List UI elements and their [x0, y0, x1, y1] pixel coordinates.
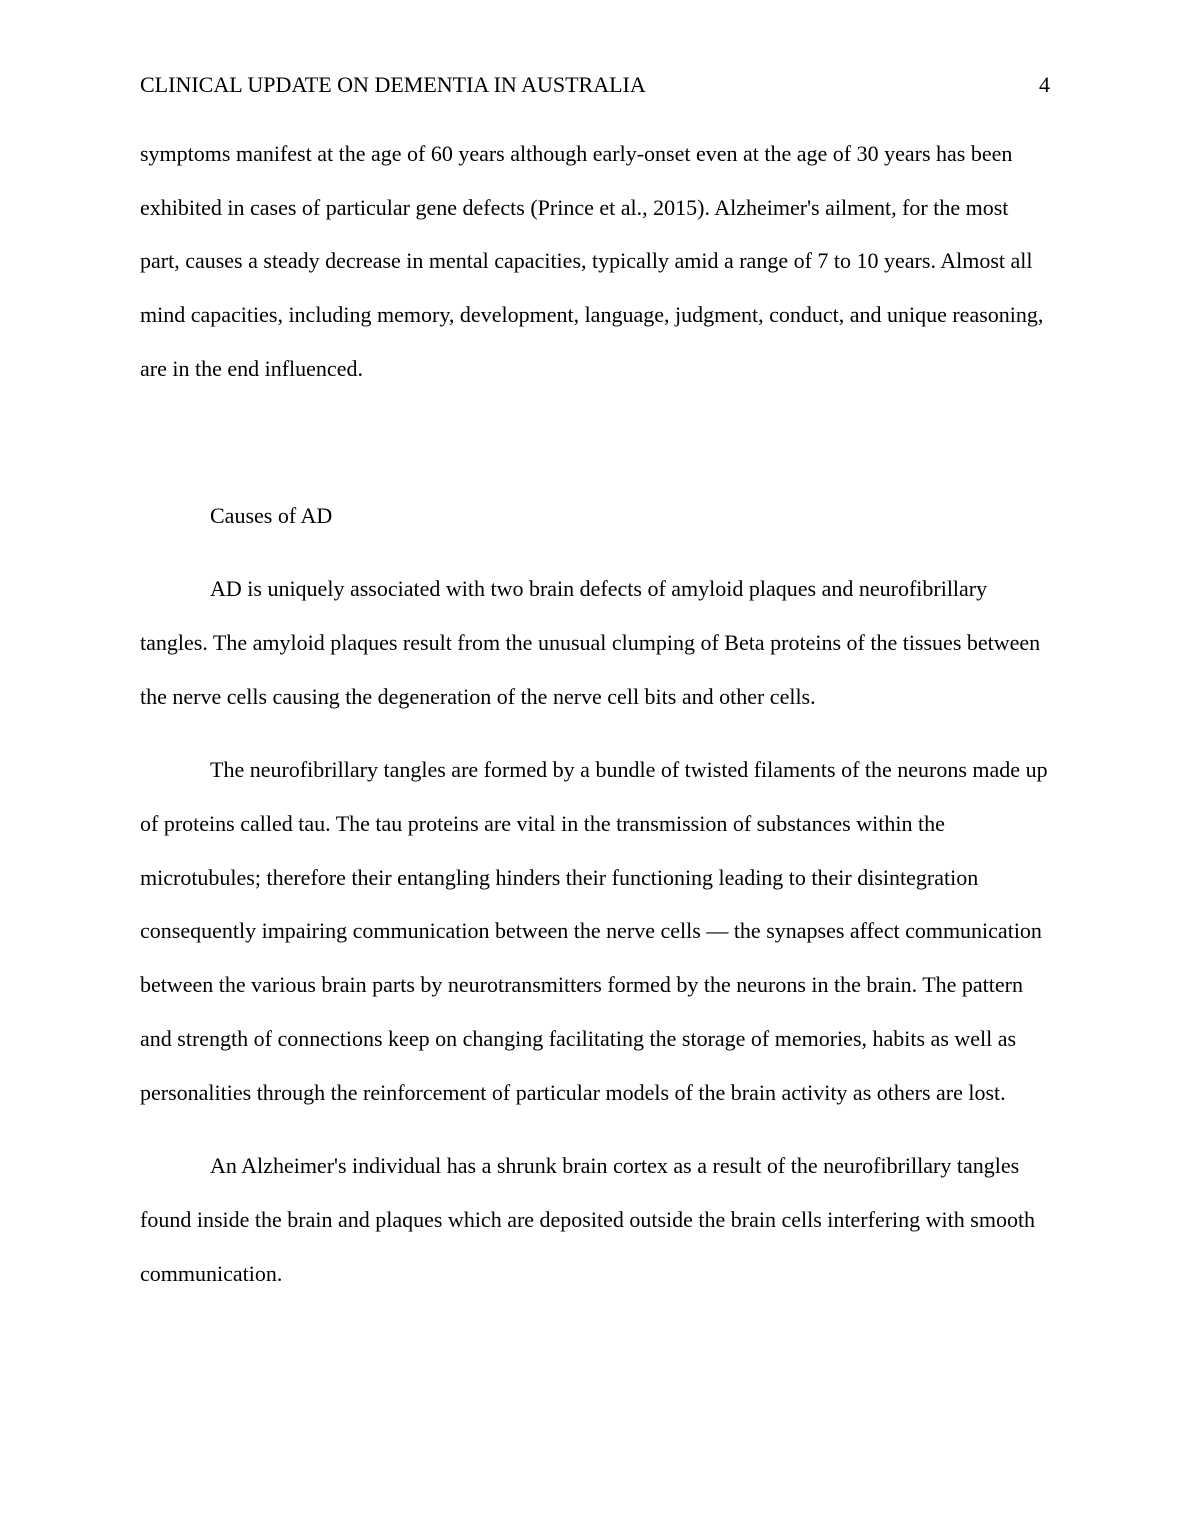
continued-paragraph: symptoms manifest at the age of 60 years although early-onset even at the age of 30 years has been exhibited in cases of particular gene defects (Prince et al., 2015). Alzheimer's ailment, for the most part, causes a steady decrease in mental capacities, typically amid a range of 7 to 10 years. Almost all mind capacities, including memory, development, language, judgment, conduct, and unique reasoning, are in the end influenced.	[140, 141, 1044, 381]
paragraph: An Alzheimer's individual has a shrunk brain cortex as a result of the neurofibrillary tangles found inside the brain and plaques which are deposited outside the brain cells interfering with smooth communication.	[140, 1153, 1036, 1286]
paragraph-spacer	[140, 1119, 1052, 1139]
section-heading: Causes of AD	[210, 502, 333, 528]
running-head-title: CLINICAL UPDATE ON DEMENTIA IN AUSTRALIA	[140, 72, 646, 97]
document-body	[140, 127, 1052, 1300]
paragraph: The neurofibrillary tangles are formed by a bundle of twisted filaments of the neurons made up of proteins called tau. The tau proteins are vital in the transmission of substances within the microtubules; therefore their entangling hinders their functioning leading to their disintegration consequently impairing communication between the nerve cells — the synapses affect communication between the various brain parts by neurotransmitters formed by the neurons in the brain. The pattern and strength of connections keep on changing facilitating the storage of memories, habits as well as personalities through the reinforcement of particular models of the brain activity as others are lost.	[140, 757, 1048, 1105]
paragraph-spacer	[140, 723, 1052, 743]
paragraph-spacer	[140, 542, 1052, 562]
paragraph: AD is uniquely associated with two brain defects of amyloid plaques and neurofibrillary tangles. The amyloid plaques result from the unusual clumping of Beta proteins of the tissues between the nerve cells causing the degeneration of the nerve cell bits and other cells.	[140, 576, 1041, 709]
page-number: 4	[1039, 72, 1050, 97]
section-spacer	[140, 396, 1052, 489]
running-head	[140, 70, 1050, 100]
